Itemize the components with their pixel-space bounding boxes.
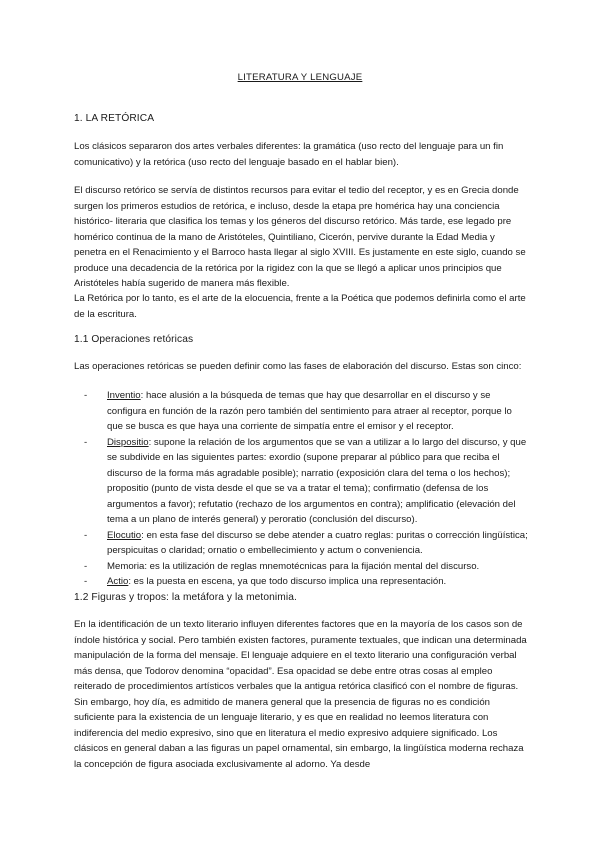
definition-actio: : es la puesta en escena, ya que todo discurso implica una representación. xyxy=(128,576,447,587)
list-item-actio xyxy=(84,574,529,590)
definition-inventio: : hace alusión a la búsqueda de temas que hay que desarrollar en el discurso y se configura en función de la razón pero también del sentimiento para atraer al receptor, porque lo que se busca es que haya una corriente de simpatía entre el emisor y el receptor. xyxy=(107,390,512,432)
paragraph-discurso-retorico: El discurso retórico se servía de distintos recursos para evitar el tedio del receptor, y es en Grecia donde surgen los primeros estudios de retórica, e incluso, desde la etapa pre homérica hay una conciencia histórico- literaria que clasifica los temas y los géneros del discurso retórico. Más tarde, ese legado pre homérico continua de la mano de Aristóteles, Quintiliano, Cicerón, pervive durante la Edad Media y penetra en el Renacimiento y el Barroco hasta llegar al siglo XVIII. Es justamente en este siglo, cuando se produce una decadencia de la retórica por la rigidez con la que se llegó a aplicar unos principios que Aristóteles había sugerido de manera más flexible. xyxy=(74,185,526,289)
term-elocutio: Elocutio xyxy=(107,529,142,541)
definition-memoria: Memoria: es la utilización de reglas mnemotécnicas para la fijación mental del discurso. xyxy=(107,560,480,572)
list-bullet: - xyxy=(84,436,88,448)
list-bullet: - xyxy=(84,560,88,572)
list-item-dispositio xyxy=(84,435,529,528)
document-title: LITERATURA Y LENGUAJE xyxy=(237,72,363,83)
term-dispositio: Dispositio xyxy=(107,436,149,448)
list-item-elocutio xyxy=(84,528,529,559)
list-bullet: - xyxy=(84,529,88,541)
paragraph-retorica-definicion: La Retórica por lo tanto, es el arte de la elocuencia, frente a la Poética que podemos definirla como el arte de la escritura. xyxy=(74,293,526,320)
paragraph-clasicos: Los clásicos separaron dos artes verbales diferentes: la gramática (uso recto del lenguaje para un fin comunicativo) y la retórica (uso recto del lenguaje basado en el hablar bien). xyxy=(74,141,504,168)
definition-elocutio: : en esta fase del discurso se debe atender a cuatro reglas: puritas o corrección lingüística; perspicuitas o claridad; ornatio o embellecimiento y actum o conveniencia. xyxy=(107,529,528,556)
list-bullet: - xyxy=(84,390,88,401)
list-item-inventio xyxy=(84,388,529,435)
paragraph-operaciones-intro: Las operaciones retóricas se pueden definir como las fases de elaboración del discurso. Estas son cinco: xyxy=(74,361,522,372)
paragraph-figuras: En la identificación de un texto literario influyen diferentes factores que en la mayoría de los casos son de índole histórica y social. Pero también existen factores, puramente textuales, que indican una determinada manipulación de la forma del mensaje. El lenguaje adquiere en el texto literario una configuración verbal más densa, que Todorov denomina “opacidad”. Esa opacidad se debe entre otras cosas al empleo reiterado de procedimientos artísticos verbales que la antigua retórica clasificó con el nombre de figuras. Sin embargo, hoy día, es admitido de manera general que la presencia de figuras no es condición suficiente para la existencia de un lenguaje literario, y es que en realidad no leemos literatura con indiferencia del medio expresivo, sino que en literatura el medio expresivo adquiere significado. Los clásicos en general daban a las figuras un papel ornamental, sin embargo, la lingüística moderna rechaza la concepción de figura asociada exclusivamente al adorno. Ya desde xyxy=(74,619,527,770)
definition-dispositio: : supone la relación de los argumentos que se van a utilizar a lo largo del discurso, y que se subdivide en las siguientes partes: exordio (supone preparar al público para que reciba el discurso de la forma más agradable posible); narratio (exposición clara del tema o los hechos); propositio (punto de vista desde el que se va a tratar el tema); confirmatio (defensa de los argumentos a favor); refutatio (rechazo de los argumentos en contra); amplificatio (elevación del tema a un plano de interés general) y peroratio (conclusión del discurso). xyxy=(107,436,527,525)
section-heading-figuras: 1.2 Figuras y tropos: la metáfora y la metonimia. xyxy=(74,592,297,603)
list-bullet: - xyxy=(84,576,88,587)
section-heading-operaciones: 1.1 Operaciones retóricas xyxy=(74,334,194,345)
operations-list xyxy=(84,388,529,590)
list-item-memoria xyxy=(84,559,529,575)
term-inventio: Inventio xyxy=(107,390,141,401)
section-heading-retorica: 1. LA RETÓRICA xyxy=(74,113,155,124)
term-actio: Actio xyxy=(107,576,129,587)
